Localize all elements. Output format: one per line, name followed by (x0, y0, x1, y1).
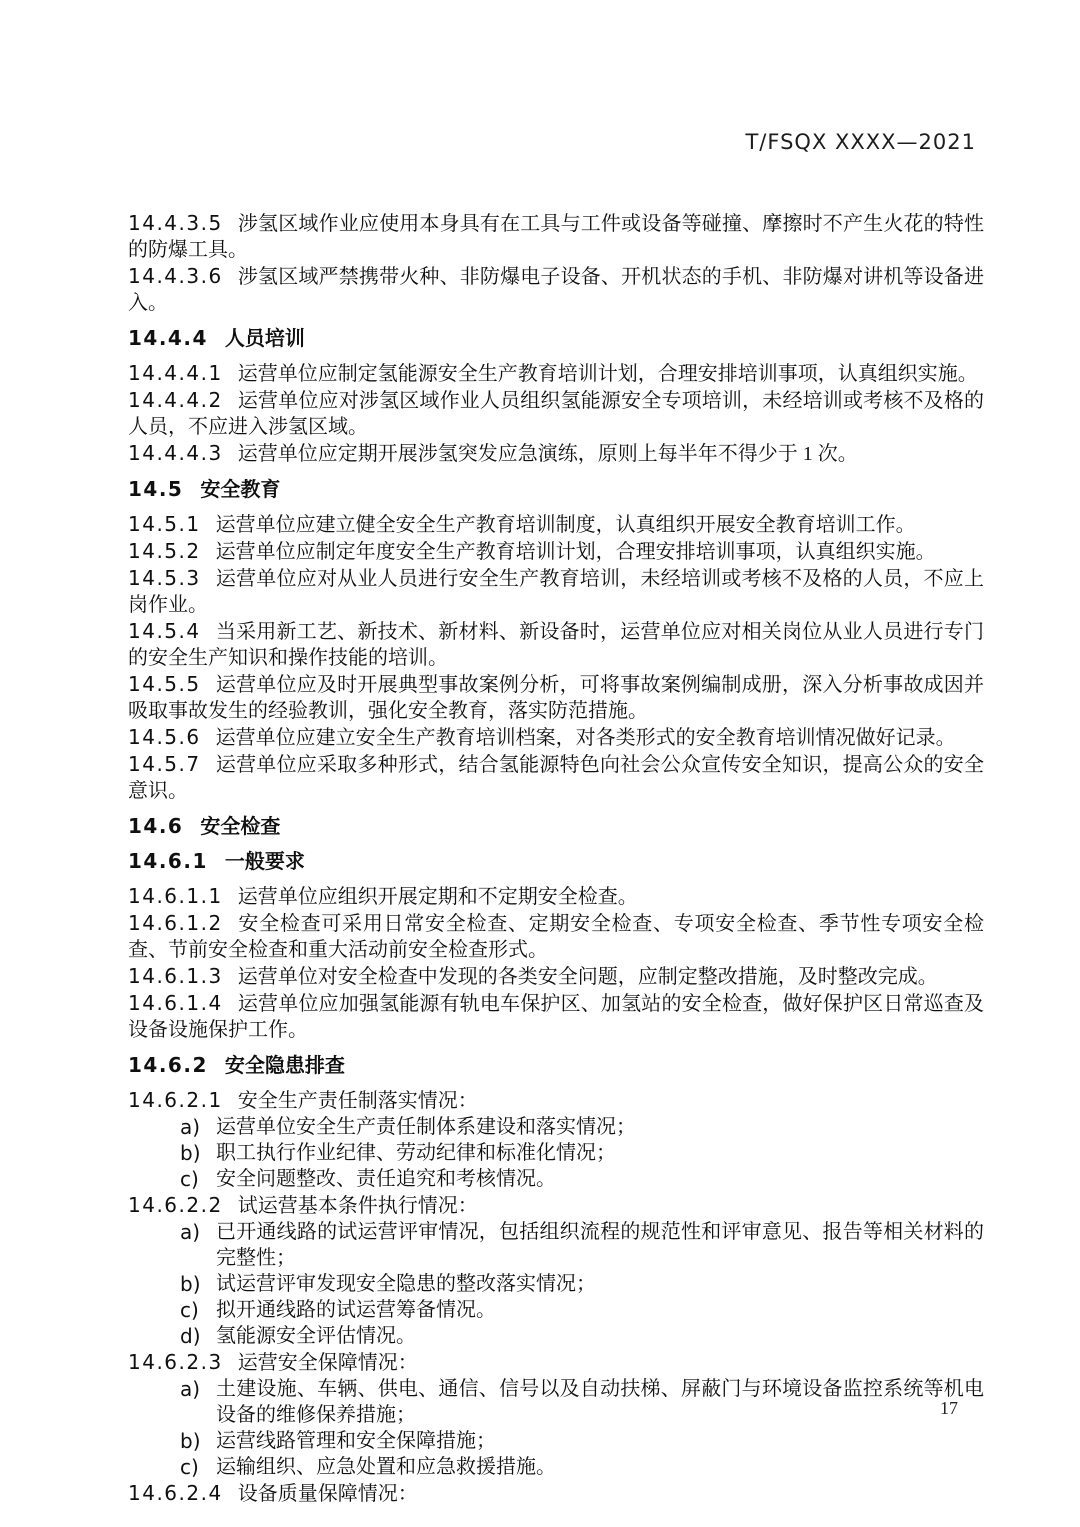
clause-number: 14.5.2 (128, 539, 201, 563)
list-item (128, 1323, 984, 1349)
list-marker: b) (180, 1141, 201, 1165)
section-heading (128, 325, 984, 351)
clause-text: 安全生产责任制落实情况： (237, 1090, 478, 1112)
section-heading (128, 848, 984, 874)
clause-text: 运营安全保障情况： (237, 1352, 418, 1374)
clause-text: 运营单位应组织开展定期和不定期安全检查。 (237, 886, 638, 908)
list-text: 已开通线路的试运营评审情况，包括组织流程的规范性和评审意见、报告等相关材料的完整性； (216, 1221, 984, 1269)
clause-text: 安全检查 (200, 814, 281, 838)
clause-text: 涉氢区域作业应使用本身具有在工具与工件或设备等碰撞、摩擦时不产生火花的特性的防爆工具。 (128, 213, 984, 261)
clause-number: 14.5 (128, 477, 184, 501)
clause-number: 14.6.2.1 (128, 1088, 223, 1112)
clause-text: 安全教育 (200, 477, 281, 501)
clause-number: 14.6.2.4 (128, 1481, 223, 1505)
clause-text: 当采用新工艺、新技术、新材料、新设备时，运营单位应对相关岗位从业人员进行专门的安全生产知识和操作技能的培训。 (128, 621, 984, 669)
list-marker: c) (180, 1455, 199, 1479)
clause-text: 运营单位应定期开展涉氢突发应急演练，原则上每半年不得少于 1 次。 (237, 443, 858, 465)
clause-number: 14.5.6 (128, 725, 201, 749)
list-marker: b) (180, 1272, 201, 1296)
clause-paragraph (128, 751, 984, 804)
clause-text: 试运营基本条件执行情况： (237, 1195, 478, 1217)
clause-text: 运营单位应对涉氢区域作业人员组织氢能源安全专项培训，未经培训或考核不及格的人员，不应进入涉氢区域。 (128, 390, 984, 438)
clause-text: 设备质量保障情况： (237, 1483, 418, 1505)
clause-number: 14.5.1 (128, 512, 201, 536)
clause-number: 14.6.1.3 (128, 964, 223, 988)
section-heading (128, 1052, 984, 1078)
clause-number: 14.4.4.3 (128, 441, 223, 465)
clause-text: 安全检查可采用日常安全检查、定期安全检查、专项安全检查、季节性专项安全检查、节前安全检查和重大活动前安全检查形式。 (128, 913, 984, 961)
clause-paragraph (128, 910, 984, 963)
clause-number: 14.6.2.3 (128, 1350, 223, 1374)
document-body (128, 210, 984, 1507)
clause-paragraph (128, 1480, 984, 1507)
list-text: 运营单位安全生产责任制体系建设和落实情况； (216, 1116, 636, 1138)
clause-paragraph (128, 883, 984, 910)
clause-text: 运营单位对安全检查中发现的各类安全问题，应制定整改措施，及时整改完成。 (237, 966, 938, 988)
clause-text: 运营单位应建立健全安全生产教育培训制度，认真组织开展安全教育培训工作。 (215, 514, 916, 536)
clause-number: 14.6.1.2 (128, 911, 223, 935)
clause-paragraph (128, 1192, 984, 1219)
list-text: 试运营评审发现安全隐患的整改落实情况； (216, 1273, 596, 1295)
list-marker: a) (180, 1115, 201, 1139)
page-number: 17 (940, 1398, 958, 1418)
list-text: 氢能源安全评估情况。 (216, 1325, 416, 1347)
clause-text: 涉氢区域严禁携带火种、非防爆电子设备、开机状态的手机、非防爆对讲机等设备进入。 (128, 266, 984, 314)
clause-number: 14.4.4.1 (128, 361, 223, 385)
clause-number: 14.5.3 (128, 566, 201, 590)
clause-number: 14.6.1.4 (128, 991, 223, 1015)
clause-paragraph (128, 440, 984, 467)
clause-number: 14.4.3.6 (128, 264, 223, 288)
clause-text: 运营单位应加强氢能源有轨电车保护区、加氢站的安全检查，做好保护区日常巡查及设备设施保护工作。 (128, 993, 984, 1041)
list-item (128, 1297, 984, 1323)
clause-paragraph (128, 263, 984, 316)
list-text: 运营线路管理和安全保障措施； (216, 1430, 496, 1452)
clause-text: 安全隐患排查 (224, 1053, 345, 1077)
clause-paragraph (128, 1087, 984, 1114)
clause-text: 运营单位应建立安全生产教育培训档案，对各类形式的安全教育培训情况做好记录。 (215, 727, 956, 749)
list-text: 运输组织、应急处置和应急救援措施。 (216, 1456, 556, 1478)
clause-paragraph (128, 618, 984, 671)
list-item (128, 1271, 984, 1297)
list-item (128, 1454, 984, 1480)
list-item (128, 1219, 984, 1271)
clause-paragraph (128, 671, 984, 724)
list-item (128, 1114, 984, 1140)
clause-paragraph (128, 387, 984, 440)
clause-paragraph (128, 210, 984, 263)
clause-paragraph (128, 963, 984, 990)
list-marker: c) (180, 1167, 199, 1191)
list-item (128, 1428, 984, 1454)
clause-number: 14.4.3.5 (128, 211, 223, 235)
clause-number: 14.5.5 (128, 672, 201, 696)
clause-text: 人员培训 (224, 326, 305, 350)
list-text: 安全问题整改、责任追究和考核情况。 (216, 1168, 556, 1190)
clause-paragraph (128, 538, 984, 565)
clause-paragraph (128, 511, 984, 538)
clause-number: 14.4.4 (128, 326, 208, 350)
list-item (128, 1140, 984, 1166)
list-marker: c) (180, 1298, 199, 1322)
list-text: 拟开通线路的试运营筹备情况。 (216, 1299, 496, 1321)
clause-text: 一般要求 (224, 849, 305, 873)
list-marker: a) (180, 1377, 201, 1401)
clause-paragraph (128, 990, 984, 1043)
clause-number: 14.5.7 (128, 752, 201, 776)
clause-paragraph (128, 724, 984, 751)
clause-text: 运营单位应及时开展典型事故案例分析，可将事故案例编制成册，深入分析事故成因并吸取事故发生的经验教训，强化安全教育，落实防范措施。 (128, 674, 984, 722)
list-item (128, 1166, 984, 1192)
clause-number: 14.6.2 (128, 1053, 208, 1077)
clause-text: 运营单位应采取多种形式，结合氢能源特色向社会公众宣传安全知识，提高公众的安全意识。 (128, 754, 984, 802)
clause-text: 运营单位应制定年度安全生产教育培训计划，合理安排培训事项，认真组织实施。 (215, 541, 936, 563)
list-marker: b) (180, 1429, 201, 1453)
standard-code-header: T/FSQX XXXX—2021 (745, 130, 976, 154)
list-marker: d) (180, 1324, 201, 1348)
clause-number: 14.6.1 (128, 849, 208, 873)
clause-number: 14.5.4 (128, 619, 201, 643)
list-item (128, 1376, 984, 1428)
clause-number: 14.6.1.1 (128, 884, 223, 908)
list-marker: a) (180, 1220, 201, 1244)
section-heading (128, 476, 984, 502)
clause-paragraph (128, 360, 984, 387)
clause-text: 运营单位应制定氢能源安全生产教育培训计划，合理安排培训事项，认真组织实施。 (237, 363, 978, 385)
clause-paragraph (128, 565, 984, 618)
clause-number: 14.4.4.2 (128, 388, 223, 412)
clause-number: 14.6.2.2 (128, 1193, 223, 1217)
clause-number: 14.6 (128, 814, 184, 838)
clause-paragraph (128, 1349, 984, 1376)
clause-text: 运营单位应对从业人员进行安全生产教育培训，未经培训或考核不及格的人员，不应上岗作业。 (128, 568, 984, 616)
list-text: 职工执行作业纪律、劳动纪律和标准化情况； (216, 1142, 616, 1164)
list-text: 土建设施、车辆、供电、通信、信号以及自动扶梯、屏蔽门与环境设备监控系统等机电设备的维修保养措施； (216, 1378, 984, 1426)
section-heading (128, 813, 984, 839)
